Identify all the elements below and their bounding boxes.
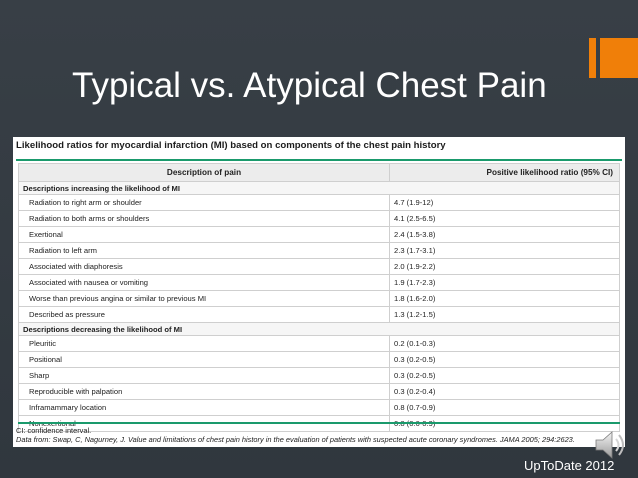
section-row: [19, 323, 620, 336]
row-description: Associated with nausea or vomiting: [19, 275, 390, 291]
footnote-source: Data from: Swap, C, Nagurney, J. Value and limitations of chest pain history in the evaluation of patients with suspected acute coronary syndromes. JAMA 2005; 294:2623.: [16, 435, 575, 444]
row-description: Radiation to left arm: [19, 243, 390, 259]
table-row: [19, 275, 620, 291]
row-likelihood: 1.3 (1.2-1.5): [390, 307, 620, 323]
row-description: Positional: [19, 352, 390, 368]
source-credit: UpToDate 2012: [524, 458, 615, 473]
table-caption: Likelihood ratios for myocardial infarction (MI) based on components of the chest pain history: [16, 140, 446, 151]
table-row: [19, 291, 620, 307]
accent-bar: [589, 38, 596, 78]
column-header-description: Description of pain: [19, 164, 390, 182]
table-row: [19, 400, 620, 416]
row-description: Inframammary location: [19, 400, 390, 416]
table-row: [19, 352, 620, 368]
row-description: Pleuritic: [19, 336, 390, 352]
table-row: [19, 227, 620, 243]
row-description: Exertional: [19, 227, 390, 243]
row-description: Reproducible with palpation: [19, 384, 390, 400]
row-likelihood: 4.1 (2.5-6.5): [390, 211, 620, 227]
row-likelihood: 2.4 (1.5-3.8): [390, 227, 620, 243]
section-row: [19, 182, 620, 195]
row-description: Radiation to right arm or shoulder: [19, 195, 390, 211]
row-description: Radiation to both arms or shoulders: [19, 211, 390, 227]
row-likelihood: 2.3 (1.7-3.1): [390, 243, 620, 259]
row-description: Sharp: [19, 368, 390, 384]
table-row: [19, 336, 620, 352]
table-row: [19, 243, 620, 259]
table-panel: [13, 137, 625, 447]
table-row: [19, 211, 620, 227]
row-likelihood: 0.3 (0.2-0.5): [390, 368, 620, 384]
section-title-increasing: Descriptions increasing the likelihood of MI: [19, 182, 620, 195]
table-row: [19, 195, 620, 211]
accent-block: [600, 38, 638, 78]
row-likelihood: 0.3 (0.2-0.5): [390, 352, 620, 368]
section-title-decreasing: Descriptions decreasing the likelihood of MI: [19, 323, 620, 336]
row-likelihood: 0.8 (0.7-0.9): [390, 400, 620, 416]
column-header-likelihood: Positive likelihood ratio (95% CI): [390, 164, 620, 182]
row-likelihood: 0.3 (0.2-0.4): [390, 384, 620, 400]
row-description: Described as pressure: [19, 307, 390, 323]
table-row: [19, 384, 620, 400]
row-likelihood: 0.2 (0.1-0.3): [390, 336, 620, 352]
row-description: Associated with diaphoresis: [19, 259, 390, 275]
likelihood-table: [18, 163, 620, 432]
table-row: [19, 368, 620, 384]
table-row: [19, 259, 620, 275]
row-likelihood: 1.9 (1.7-2.3): [390, 275, 620, 291]
table-top-rule: [16, 159, 622, 161]
row-likelihood: 4.7 (1.9-12): [390, 195, 620, 211]
footnote-ci: CI: confidence interval.: [16, 426, 92, 435]
row-description: Worse than previous angina or similar to previous MI: [19, 291, 390, 307]
row-likelihood: 2.0 (1.9-2.2): [390, 259, 620, 275]
slide-title: Typical vs. Atypical Chest Pain: [72, 66, 547, 105]
table-header-row: [19, 164, 620, 182]
table-bottom-rule: [18, 422, 620, 424]
table-row: [19, 307, 620, 323]
row-likelihood: 1.8 (1.6-2.0): [390, 291, 620, 307]
